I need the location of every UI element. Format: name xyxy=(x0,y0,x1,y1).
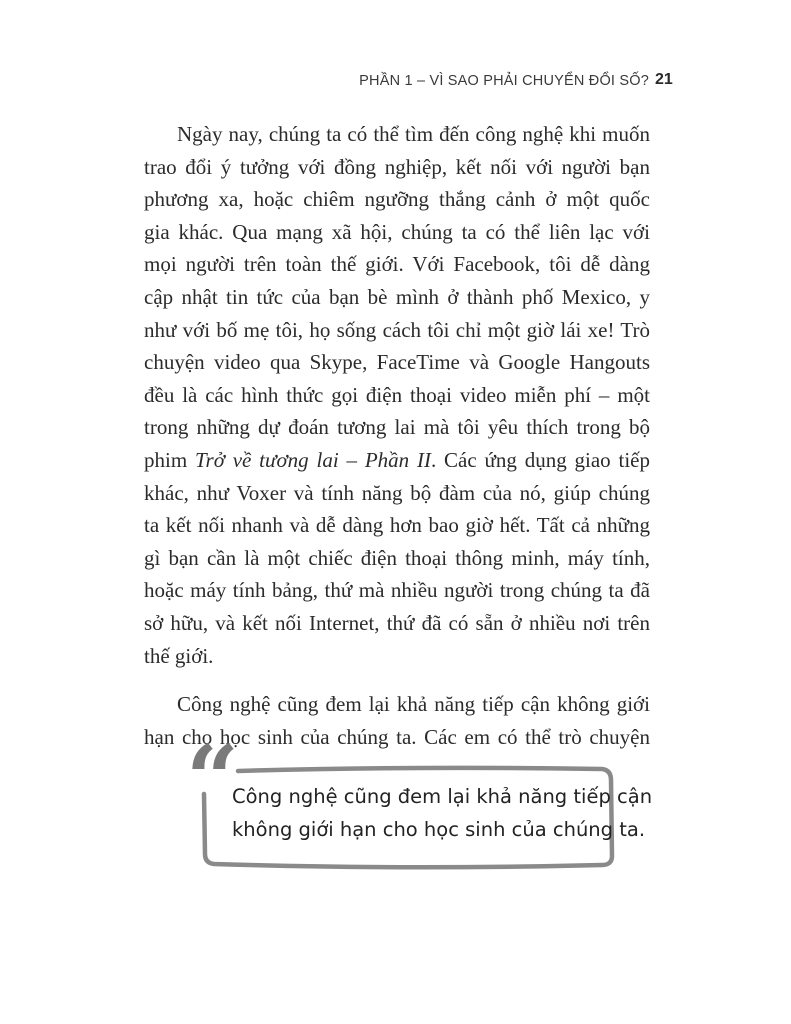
text-line: đều là các hình thức gọi điện thoại video miễn phí – một xyxy=(144,382,650,407)
text-line: sở hữu, và kết nối Internet, thứ đã có sẵn ở nhiều nơi trên xyxy=(144,610,650,635)
text-line: cập nhật tin tức của bạn bè mình ở thành phố Mexico, y xyxy=(144,284,650,309)
text-line: trong những dự đoán tương lai mà tôi yêu thích trong bộ xyxy=(144,415,650,440)
text-line: thế giới. xyxy=(144,643,214,668)
text-line: ta kết nối nhanh và dễ dàng hơn bao giờ hết. Tất cả những xyxy=(144,513,650,538)
pull-quote-line: Công nghệ cũng đem lại khả năng tiếp cận xyxy=(232,785,653,808)
text-fragment: phim xyxy=(144,447,195,472)
text-fragment: . Các ứng dụng giao tiếp xyxy=(430,447,650,472)
text-line: hoặc máy tính bảng, thứ mà nhiều người trong chúng ta đã xyxy=(144,578,650,603)
body-text xyxy=(144,118,650,753)
paragraph-gap xyxy=(144,672,650,688)
pull-quote-text xyxy=(232,780,653,846)
text-line: gì bạn cần là một chiếc điện thoại thông minh, máy tính, xyxy=(144,545,650,570)
text-line: như với bố mẹ tôi, họ sống cách tôi chỉ một giờ lái xe! Trò xyxy=(144,317,650,342)
text-line: chuyện video qua Skype, FaceTime và Google Hangouts xyxy=(144,350,650,375)
page-number: 21 xyxy=(655,71,673,88)
text-line: phương xa, hoặc chiêm ngưỡng thắng cảnh ở một quốc xyxy=(144,187,650,212)
text-line: trao đổi ý tưởng với đồng nghiệp, kết nối với người bạn xyxy=(144,154,650,179)
text-line: gia khác. Qua mạng xã hội, chúng ta có thể liên lạc với xyxy=(144,219,650,244)
film-title: Trở về tương lai – Phần II xyxy=(195,447,431,472)
quote-mark-icon: “ xyxy=(186,725,239,833)
text-line: mọi người trên toàn thế giới. Với Facebook, tôi dễ dàng xyxy=(144,252,650,277)
text-line: Công nghệ cũng đem lại khả năng tiếp cận không giới xyxy=(177,692,650,717)
text-line: khác, như Voxer và tính năng bộ đàm của nó, giúp chúng xyxy=(144,480,650,505)
text-line: Ngày nay, chúng ta có thể tìm đến công nghệ khi muốn xyxy=(177,122,650,146)
text-line: hạn cho học sinh của chúng ta. Các em có thể trò chuyện xyxy=(144,724,650,749)
text-line-with-title xyxy=(144,444,650,477)
pull-quote-line: không giới hạn cho học sinh của chúng ta. xyxy=(232,818,646,841)
running-header-title: PHẦN 1 – VÌ SAO PHẢI CHUYỂN ĐỔI SỐ? xyxy=(359,73,649,89)
pull-quote-box xyxy=(200,760,653,874)
